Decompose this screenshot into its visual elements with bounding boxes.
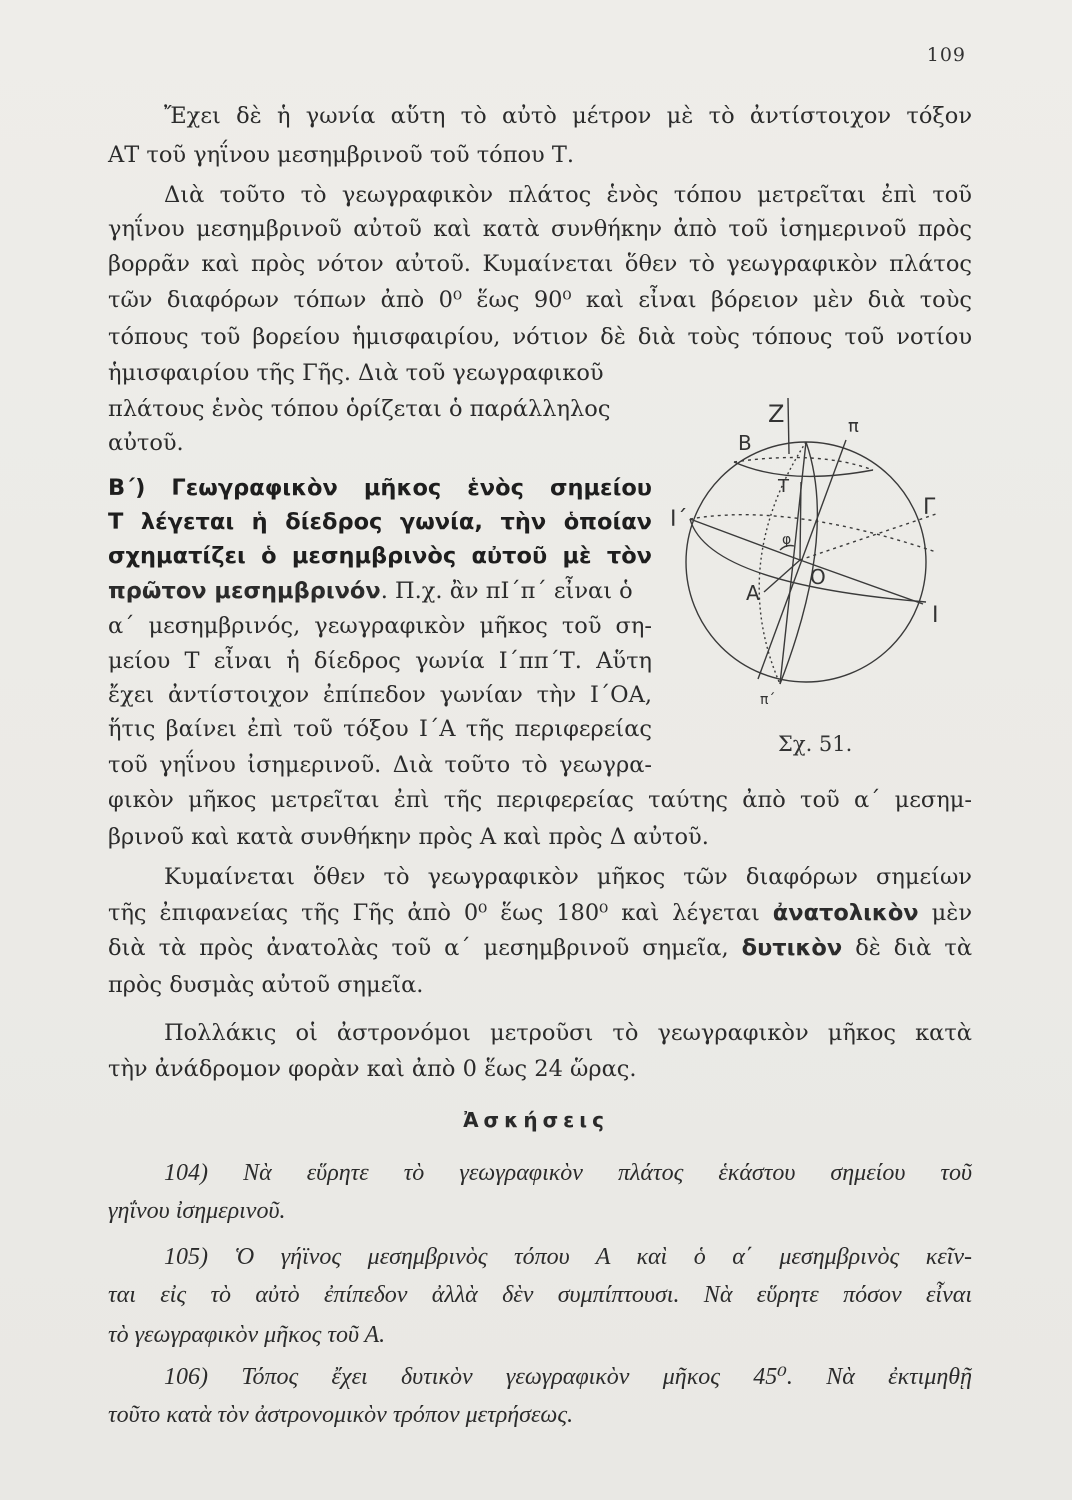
text-fragment: Ὁ γήϊνος μεσημβρινὸς τόπου Α καὶ ὁ α΄ μεσημβρινὸς κεῖν- — [234, 1244, 972, 1270]
text-line: Διὰ τοῦτο τὸ γεωγραφικὸν πλάτος ἑνὸς τόπου μετρεῖται ἐπὶ τοῦ — [164, 182, 972, 208]
text-fragment: διὰ τὰ πρὸς ἀνατολὰς τοῦ α΄ μεσημβρινοῦ σημεῖα, — [108, 935, 729, 961]
label-pi: π — [848, 416, 859, 437]
text-line-mixed — [108, 898, 972, 928]
radius-to-t — [800, 482, 801, 560]
label-pi-prime: π΄ — [760, 692, 776, 708]
text-line-mixed — [108, 576, 652, 606]
exercise-number: 105) — [164, 1244, 208, 1270]
label-z: Z — [768, 400, 785, 428]
text-fragment: μὲν — [931, 900, 973, 926]
label-i-prime: Ι΄ — [670, 507, 688, 532]
bold-term: ἀνατολικὸν — [772, 900, 919, 926]
exercise-line: ται εἰς τὸ αὐτὸ ἐπίπεδον ἀλλὰ δὲν συμπίπτουσι. Νὰ εὕρητε πόσον εἶναι — [108, 1282, 972, 1308]
text-fragment: δὲ διὰ τὰ — [855, 935, 973, 961]
text-line: ἡμισφαιρίου τῆς Γῆς. Διὰ τοῦ γεωγραφικοῦ — [108, 360, 604, 386]
label-gamma: Γ — [923, 495, 936, 520]
text-fragment: Νὰ εὕρητε τὸ γεωγραφικὸν πλάτος ἑκάστου σημείου τοῦ — [243, 1160, 973, 1186]
text-line: μείου Τ εἶναι ἡ δίεδρος γωνία Ι΄ππ΄Τ. Αὕτη — [108, 648, 652, 674]
page-number: 109 — [926, 44, 966, 66]
text-line: ἥτις βαίνει ἐπὶ τοῦ τόξου Ι΄Α τῆς περιφερείας — [108, 716, 652, 742]
text-line: βορρᾶν καὶ πρὸς νότον αὐτοῦ. Κυμαίνεται ὅθεν τὸ γεωγραφικὸν πλάτος — [108, 251, 972, 277]
text-line: τῶν διαφόρων τόπων ἀπὸ 0⁰ ἕως 90⁰ καὶ εἶναι βόρειον μὲν διὰ τοὺς — [108, 287, 972, 313]
text-line: βρινοῦ καὶ κατὰ συνθήκην πρὸς Α καὶ πρὸς Δ αὐτοῦ. — [108, 824, 709, 850]
text-line: τόπους τοῦ βορείου ἡμισφαιρίου, νότιον δὲ διὰ τοὺς τόπους τοῦ νοτίου — [108, 324, 972, 350]
z-axis — [788, 398, 789, 454]
definition-line: Τ λέγεται ἡ δίεδρος γωνία, τὴν ὁποίαν — [108, 509, 652, 535]
exercise-number: 106) — [164, 1364, 208, 1390]
definition-line: Β΄) Γεωγραφικὸν μῆκος ἑνὸς σημείου — [108, 475, 652, 501]
text-line: ΑΤ τοῦ γηΐνου μεσημβρινοῦ τοῦ τόπου Τ. — [108, 142, 575, 168]
bold-term: πρῶτον μεσημβρινόν — [108, 578, 381, 604]
text-line: γηΐνου μεσημβρινοῦ αὐτοῦ καὶ κατὰ συνθήκην ἀπὸ τοῦ ἰσημερινοῦ πρὸς — [108, 216, 972, 242]
text-line: φικὸν μῆκος μετρεῖται ἐπὶ τῆς περιφερείας ταύτης ἀπὸ τοῦ α΄ μεσημ- — [108, 787, 972, 813]
text-line: α΄ μεσημβρινός, γεωγραφικὸν μῆκος τοῦ ση- — [108, 613, 652, 639]
exercise-line — [108, 1362, 972, 1392]
text-line: Ἔχει δὲ ἡ γωνία αὕτη τὸ αὐτὸ μέτρον μὲ τὸ ἀντίστοιχον τόξον — [164, 103, 972, 129]
exercise-line: τὸ γεωγραφικὸν μῆκος τοῦ Α. — [108, 1322, 386, 1348]
radius-to-gamma — [800, 514, 936, 560]
label-i: I — [932, 603, 939, 628]
text-fragment: . Π.χ. ἂν πΙ΄π΄ εἶναι ὁ — [380, 578, 633, 604]
exercise-number: 104) — [164, 1160, 208, 1186]
sphere-diagram — [668, 384, 968, 724]
text-line: τὴν ἀνάδρομον φορὰν καὶ ἀπὸ 0 ἕως 24 ὥρας. — [108, 1056, 637, 1082]
text-line: Κυμαίνεται ὅθεν τὸ γεωγραφικὸν μῆκος τῶν διαφόρων σημείων — [164, 864, 972, 890]
text-fragment: τῆς ἐπιφανείας τῆς Γῆς ἀπὸ 0⁰ ἕως 180⁰ καὶ λέγεται — [108, 900, 760, 926]
label-t: T — [778, 476, 789, 497]
text-line: ἔχει ἀντίστοιχον ἐπίπεδον γωνίαν τὴν Ι΄ΟΑ, — [108, 682, 652, 708]
text-line-mixed — [108, 933, 972, 963]
text-line: αὐτοῦ. — [108, 430, 184, 456]
text-line: Πολλάκις οἱ ἀστρονόμοι μετροῦσι τὸ γεωγραφικὸν μῆκος κατὰ — [164, 1020, 972, 1046]
label-o: O — [810, 565, 826, 589]
text-fragment: Τόπος ἔχει δυτικὸν γεωγραφικὸν μῆκος 45⁰. Νὰ ἐκτιμηθῇ — [241, 1364, 973, 1390]
text-line: τοῦ γηΐνου ἰσημερινοῦ. Διὰ τοῦτο τὸ γεωγρα- — [108, 752, 652, 778]
exercise-line: τοῦτο κατὰ τὸν ἀστρονομικὸν τρόπον μετρήσεως. — [108, 1402, 574, 1428]
exercise-line: γηΐνου ἰσημερινοῦ. — [108, 1198, 286, 1224]
label-a: A — [746, 581, 760, 605]
text-line: πλάτους ἑνὸς τόπου ὁρίζεται ὁ παράλληλος — [108, 396, 611, 422]
label-b: B — [738, 431, 752, 455]
label-phi: φ — [782, 532, 792, 548]
exercise-line — [108, 1242, 972, 1272]
bold-term: δυτικὸν — [741, 935, 843, 961]
definition-line: σχηματίζει ὁ μεσημβρινὸς αὐτοῦ μὲ τὸν — [108, 543, 652, 569]
text-line: πρὸς δυσμὰς αὐτοῦ σημεῖα. — [108, 972, 424, 998]
figure-caption: Σχ. 51. — [778, 732, 853, 756]
exercises-heading: Ἀσκήσεις — [463, 1108, 609, 1132]
exercise-line — [108, 1158, 972, 1188]
